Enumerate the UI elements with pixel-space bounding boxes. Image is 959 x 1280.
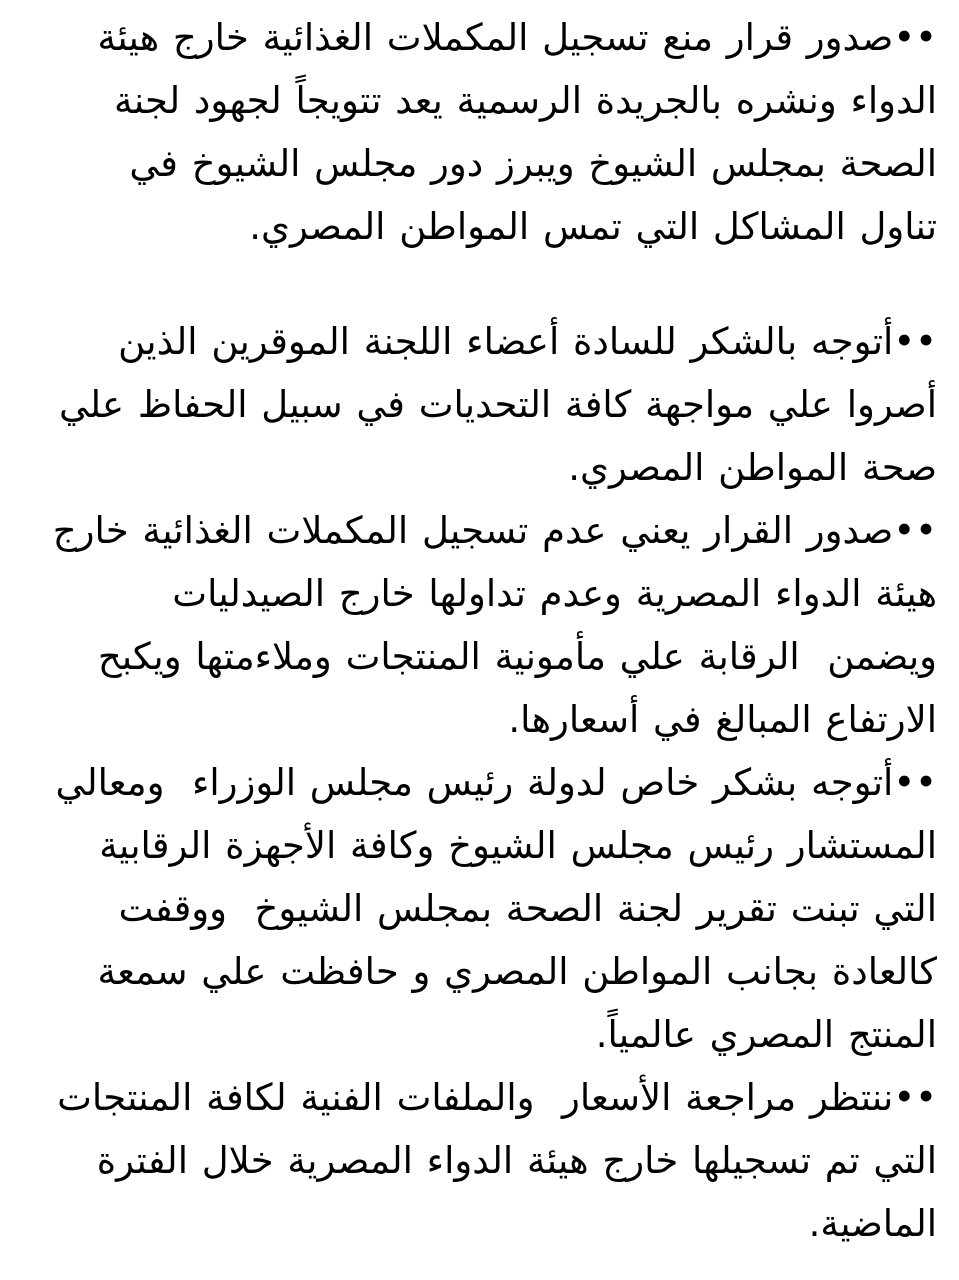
- text-line: صحة المواطن المصري.: [568, 446, 937, 489]
- text-line: الدواء ونشره بالجريدة الرسمية يعد تتويجاً لجهود لجنة: [114, 79, 937, 122]
- text-line: تناول المشاكل التي تمس المواطن المصري.: [249, 205, 937, 248]
- text-line: ••ننتظر مراجعة الأسعار والملفات الفنية لكافة المنتجات: [57, 1076, 937, 1119]
- text-line: الصحة بمجلس الشيوخ ويبرز دور مجلس الشيوخ في: [129, 142, 937, 185]
- text-line: كالعادة بجانب المواطن المصري و حافظت علي سمعة: [97, 950, 937, 993]
- text-line: الارتفاع المبالغ في أسعارها.: [508, 698, 937, 741]
- paragraph-decision-meaning: [18, 499, 937, 751]
- text-line: الماضية.: [808, 1202, 937, 1245]
- paragraph-awaiting-review: [18, 1066, 937, 1255]
- text-line: التي تم تسجيلها خارج هيئة الدواء المصرية خلال الفترة: [96, 1139, 937, 1182]
- text-line: أصروا علي مواجهة كافة التحديات في سبيل الحفاظ علي: [58, 383, 937, 426]
- text-line: المستشار رئيس مجلس الشيوخ وكافة الأجهزة الرقابية: [99, 824, 937, 867]
- text-line: هيئة الدواء المصرية وعدم تداولها خارج الصيدليات: [172, 572, 937, 615]
- text-line: ويضمن الرقابة علي مأمونية المنتجات وملاءمتها ويكبح: [97, 635, 937, 678]
- text-line: ••صدور القرار يعني عدم تسجيل المكملات الغذائية خارج: [52, 509, 937, 552]
- text-line: ••أتوجه بالشكر للسادة أعضاء اللجنة الموقرين الذين: [118, 320, 937, 363]
- paragraph-thanks-officials: [18, 751, 937, 1066]
- text-line: ••أتوجه بشكر خاص لدولة رئيس مجلس الوزراء ومعالي: [55, 761, 937, 804]
- paragraph-decision-announcement: [18, 6, 937, 258]
- text-line: ••صدور قرار منع تسجيل المكملات الغذائية خارج هيئة: [97, 16, 937, 59]
- text-line: المنتج المصري عالمياً.: [595, 1013, 937, 1056]
- paragraph-thanks-committee: [18, 310, 937, 499]
- text-line: التي تبنت تقرير لجنة الصحة بمجلس الشيوخ ووقفت: [118, 887, 937, 930]
